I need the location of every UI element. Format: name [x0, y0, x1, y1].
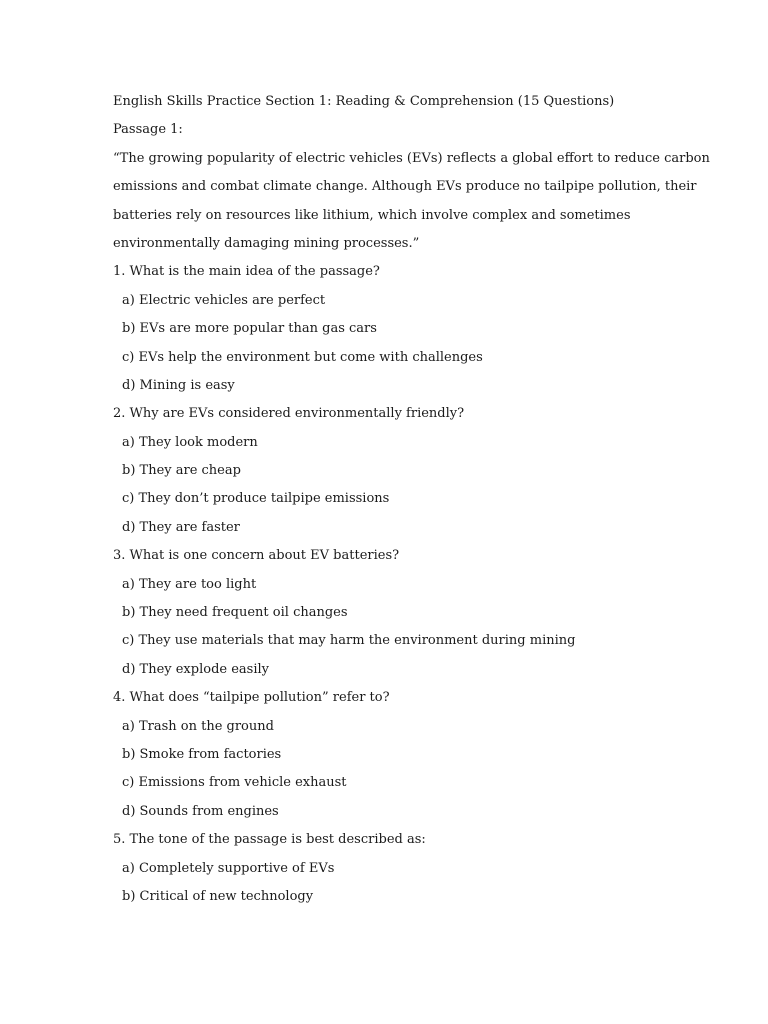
passage-line: batteries rely on resources like lithium, which involve complex and sometimes — [113, 207, 631, 223]
question-text: 2. Why are EVs considered environmentally friendly? — [113, 406, 465, 422]
question-text: 3. What is one concern about EV batteries? — [113, 548, 400, 564]
question-4 — [113, 684, 673, 826]
answer-option: c) Emissions from vehicle exhaust — [122, 775, 347, 791]
answer-option: d) Sounds from engines — [122, 803, 279, 819]
passage-label: Passage 1: — [113, 122, 183, 138]
answer-option: c) They don’t produce tailpipe emissions — [122, 491, 390, 507]
answer-option: a) Trash on the ground — [122, 718, 274, 734]
passage-line: environmentally damaging mining processes.” — [113, 235, 420, 251]
answer-option: b) EVs are more popular than gas cars — [122, 321, 377, 337]
answer-option: a) They look modern — [122, 434, 258, 450]
answer-option: a) Electric vehicles are perfect — [122, 292, 326, 308]
document-heading: English Skills Practice Section 1: Reading & Comprehension (15 Questions) — [113, 94, 615, 109]
passage-line: “The growing popularity of electric vehicles (EVs) reflects a global effort to reduce carbon — [113, 150, 710, 166]
answer-option: a) Completely supportive of EVs — [122, 860, 335, 876]
question-text: 4. What does “tailpipe pollution” refer to? — [113, 690, 390, 706]
answer-option: b) They are cheap — [122, 463, 241, 479]
question-text: 1. What is the main idea of the passage? — [113, 264, 380, 280]
document-page — [113, 88, 710, 911]
question-text: 5. The tone of the passage is best described as: — [113, 832, 426, 848]
passage-line: emissions and combat climate change. Although EVs produce no tailpipe pollution, their — [113, 179, 697, 195]
passage-text — [113, 145, 710, 259]
answer-option: a) They are too light — [122, 576, 257, 592]
answer-option: d) They explode easily — [122, 661, 269, 677]
answer-option: c) EVs help the environment but come with challenges — [122, 349, 483, 365]
answer-option: d) They are faster — [122, 519, 240, 535]
answer-option: c) They use materials that may harm the environment during mining — [122, 633, 576, 649]
answer-option: b) Smoke from factories — [122, 746, 282, 762]
question-3 — [113, 542, 673, 684]
question-1 — [113, 258, 673, 400]
answer-option: b) They need frequent oil changes — [122, 605, 348, 621]
answer-option: d) Mining is easy — [122, 377, 235, 393]
answer-option: b) Critical of new technology — [122, 888, 314, 904]
question-2 — [113, 400, 673, 542]
question-5 — [113, 826, 673, 911]
